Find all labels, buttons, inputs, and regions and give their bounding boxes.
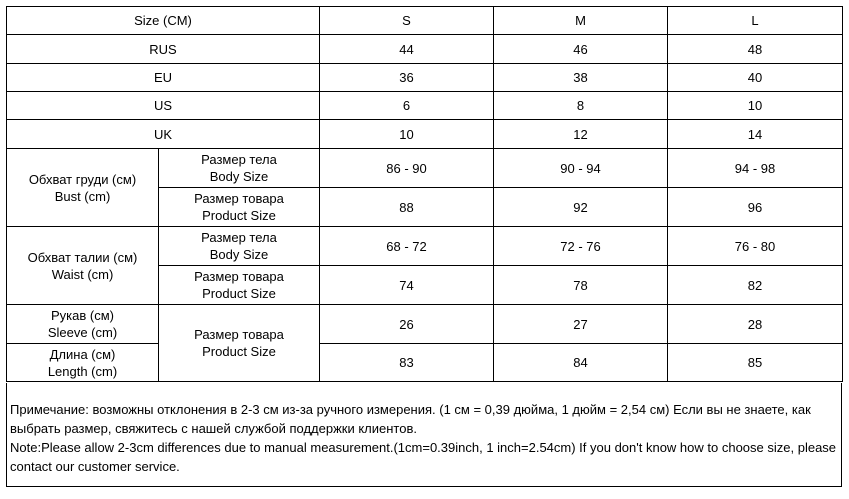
row-length — [7, 344, 843, 382]
cell-value: 10 — [320, 120, 494, 149]
header-row — [7, 7, 843, 35]
waist-body-size-label — [159, 227, 320, 266]
cell-value: 12 — [494, 120, 668, 149]
row-label: EU — [7, 64, 320, 92]
size-chart-table — [6, 6, 843, 382]
cell-value: 8 — [494, 92, 668, 120]
cell-value: 10 — [668, 92, 843, 120]
bust-body-size-label — [159, 149, 320, 188]
product-size-label-ru: Размер товара — [194, 191, 284, 206]
waist-label-ru: Обхват талии (см) — [27, 249, 138, 265]
cell-value: 83 — [320, 344, 494, 382]
row-us — [7, 92, 843, 120]
cell-value: 26 — [320, 305, 494, 344]
row-label: US — [7, 92, 320, 120]
cell-value: 14 — [668, 120, 843, 149]
body-size-label-en: Body Size — [209, 247, 269, 262]
bust-product-size-label — [159, 188, 320, 227]
cell-value: 27 — [494, 305, 668, 344]
row-bust-body — [7, 149, 843, 188]
row-label: UK — [7, 120, 320, 149]
product-size-label-en: Product Size — [202, 208, 276, 223]
note-ru: Примечание: возможны отклонения в 2-3 см из-за ручного измерения. (1 см = 0,39 дюйма, 1 дюйм = 2,54 см) Если вы не знаете, как выбрать размер, свяжитесь с нашей службой поддержки клиентов. — [10, 402, 811, 436]
cell-value: 88 — [320, 188, 494, 227]
cell-value: 68 - 72 — [320, 227, 494, 266]
bust-label-en: Bust (cm) — [54, 188, 111, 204]
cell-value: 48 — [668, 35, 843, 64]
cell-value: 86 - 90 — [320, 149, 494, 188]
product-size-label-ru: Размер товара — [194, 269, 284, 284]
cell-value: 74 — [320, 266, 494, 305]
cell-value: 38 — [494, 64, 668, 92]
length-label-ru: Длина (см) — [49, 346, 116, 362]
waist-label-en: Waist (cm) — [51, 266, 114, 282]
row-eu — [7, 64, 843, 92]
cell-value: 84 — [494, 344, 668, 382]
bust-label — [7, 149, 159, 227]
cell-value: 90 - 94 — [494, 149, 668, 188]
body-size-label-en: Body Size — [209, 169, 269, 184]
header-size-m: M — [494, 7, 668, 35]
cell-value: 82 — [668, 266, 843, 305]
sleeve-label-en: Sleeve (cm) — [47, 325, 118, 340]
product-size-label-en: Product Size — [202, 286, 276, 301]
cell-value: 44 — [320, 35, 494, 64]
sleeve-label — [7, 305, 159, 344]
length-label — [7, 344, 159, 382]
cell-value: 94 - 98 — [668, 149, 843, 188]
measurement-note — [6, 383, 842, 487]
cell-value: 92 — [494, 188, 668, 227]
sleeve-label-ru: Рукав (см) — [51, 308, 114, 323]
cell-value: 85 — [668, 344, 843, 382]
cell-value: 76 - 80 — [668, 227, 843, 266]
body-size-label-ru: Размер тела — [201, 230, 277, 245]
row-waist-body — [7, 227, 843, 266]
cell-value: 40 — [668, 64, 843, 92]
row-uk — [7, 120, 843, 149]
note-en: Note:Please allow 2-3cm differences due to manual measurement.(1cm=0.39inch, 1 inch=2.54cm) If you don't know how to choose size, please contact our customer service. — [10, 440, 837, 474]
waist-label — [7, 227, 159, 305]
product-size-label-en: Product Size — [202, 344, 276, 359]
body-size-label-ru: Размер тела — [201, 152, 277, 167]
sleeve-length-product-size-label — [159, 305, 320, 382]
cell-value: 96 — [668, 188, 843, 227]
product-size-label-ru: Размер товара — [194, 327, 284, 342]
header-size-l: L — [668, 7, 843, 35]
cell-value: 72 - 76 — [494, 227, 668, 266]
waist-product-size-label — [159, 266, 320, 305]
row-sleeve — [7, 305, 843, 344]
header-size-label: Size (CM) — [7, 7, 320, 35]
cell-value: 46 — [494, 35, 668, 64]
cell-value: 28 — [668, 305, 843, 344]
cell-value: 36 — [320, 64, 494, 92]
cell-value: 6 — [320, 92, 494, 120]
header-size-s: S — [320, 7, 494, 35]
row-label: RUS — [7, 35, 320, 64]
row-rus — [7, 35, 843, 64]
cell-value: 78 — [494, 266, 668, 305]
length-label-en: Length (cm) — [47, 363, 118, 379]
bust-label-ru: Обхват груди (см) — [28, 171, 137, 187]
